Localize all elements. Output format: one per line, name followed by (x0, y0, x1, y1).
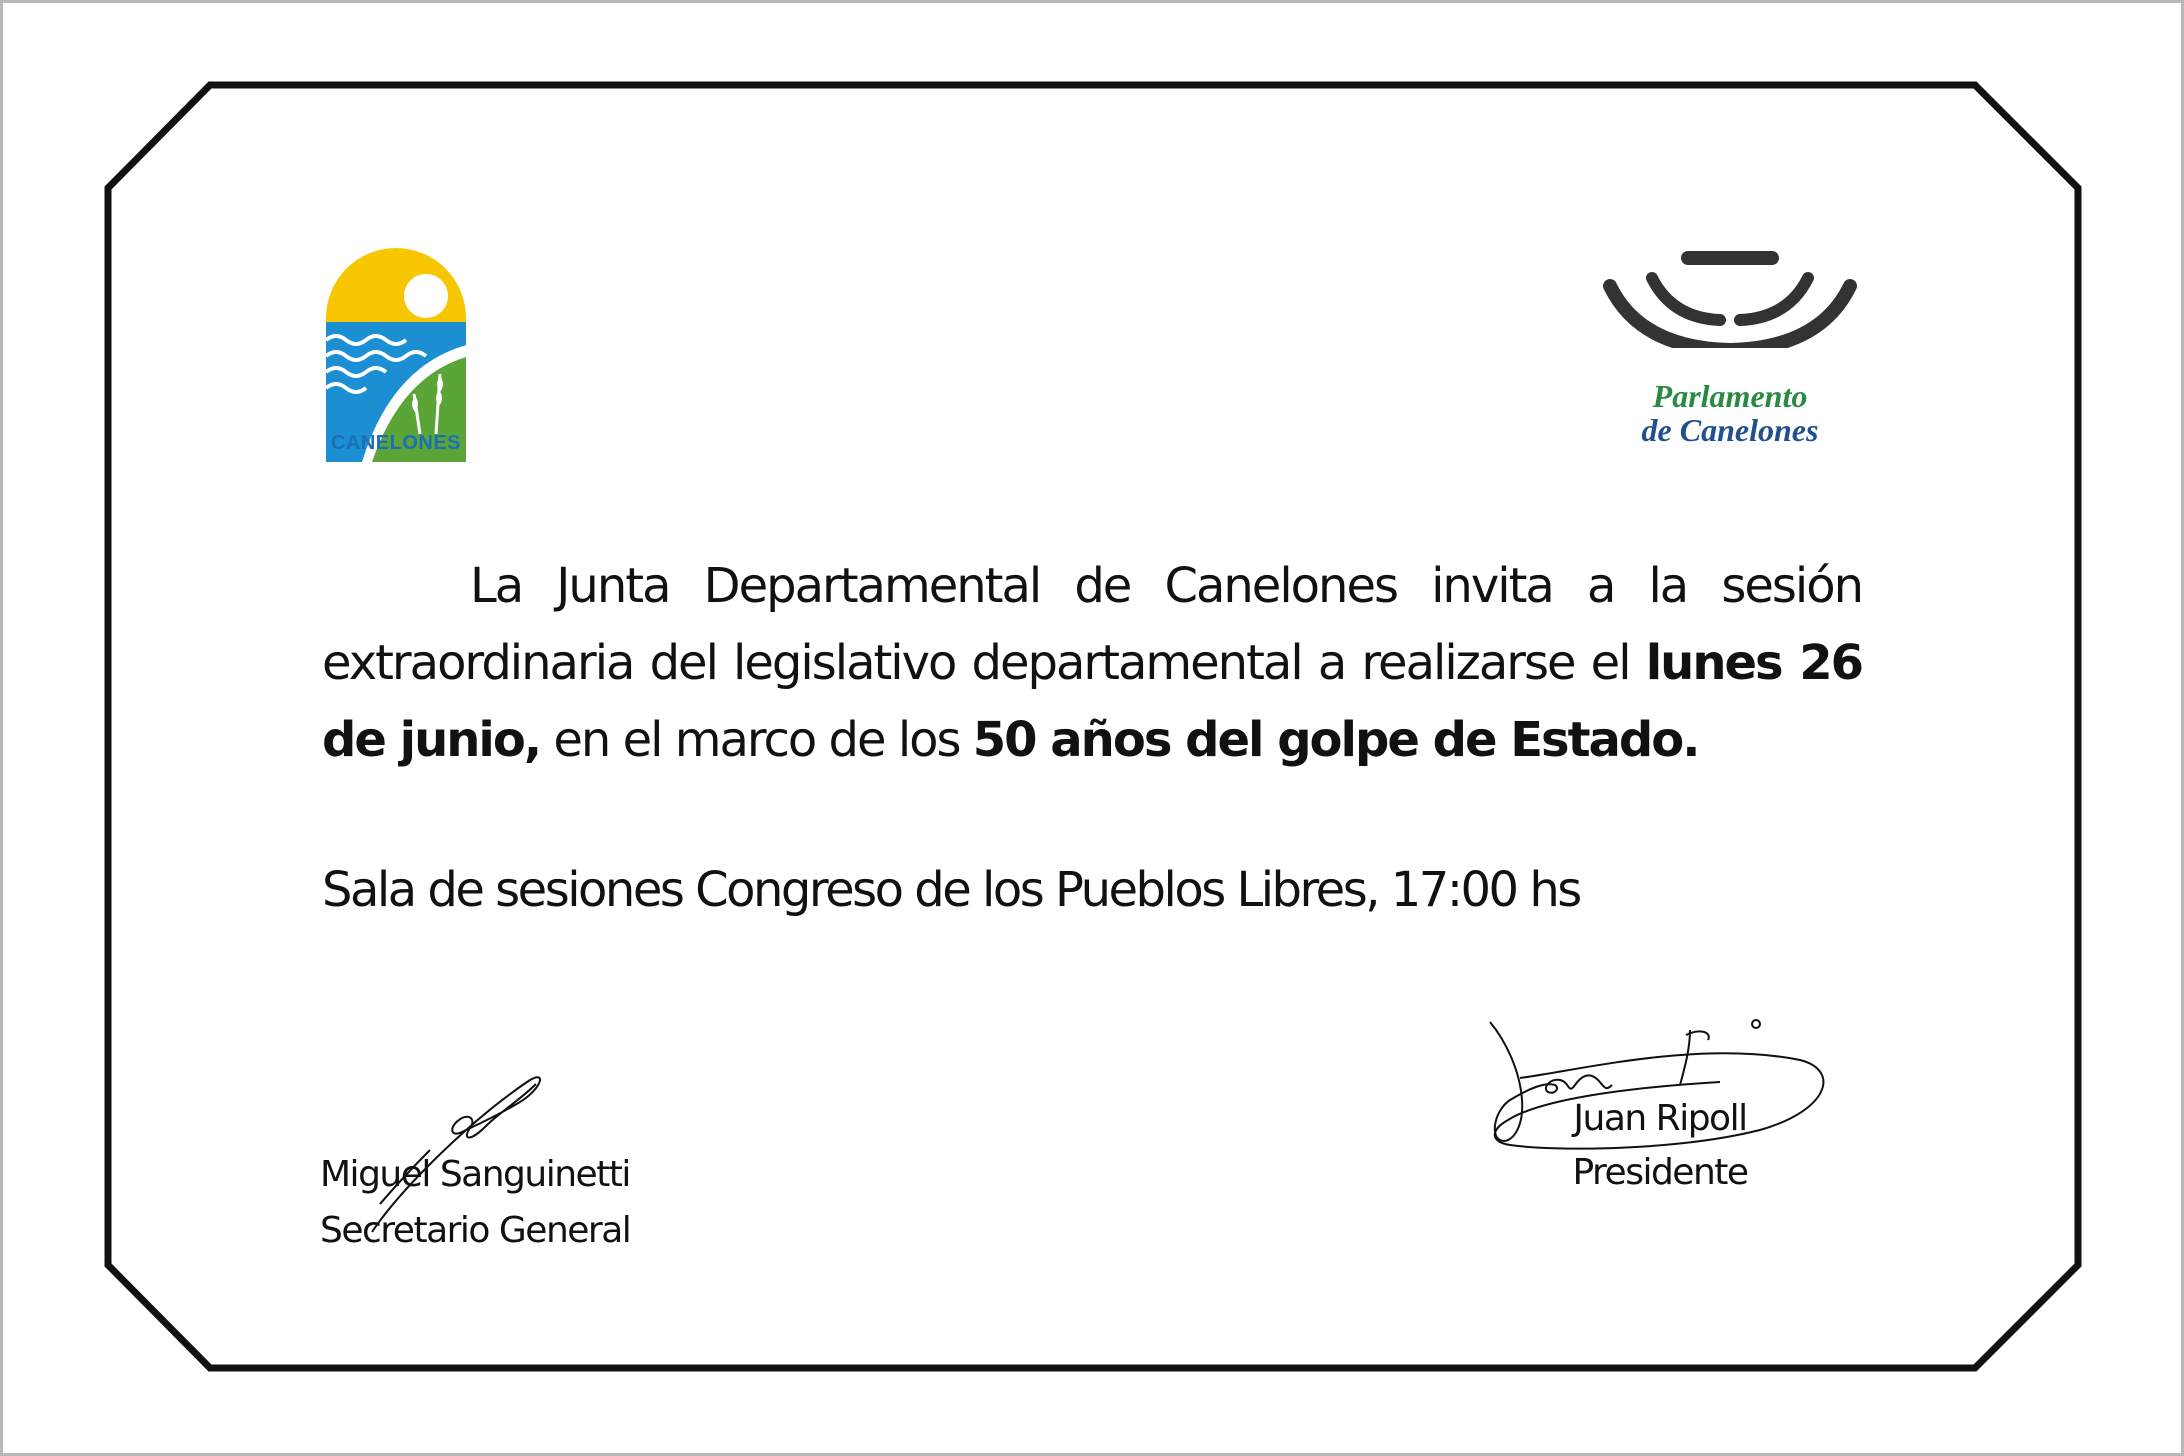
venue-time-line: Sala de sesiones Congreso de los Pueblos Libres, 17:00 hs (322, 862, 1580, 918)
signatory-left-role: Secretario General (320, 1210, 631, 1251)
parlamento-logo-line2: de Canelones (1641, 412, 1819, 448)
canelones-logo-label: CANELONES (330, 432, 462, 454)
signatory-right-name: Juan Ripoll (1573, 1098, 1747, 1139)
invitation-mid: en el marco de los (540, 712, 973, 768)
invitation-event: 50 años del golpe de Estado. (972, 712, 1699, 768)
signatory-left-name: Miguel Sanguinetti (320, 1154, 630, 1195)
signatory-right-role: Presidente (1572, 1152, 1748, 1193)
invitation-lead: La Junta Departamental de Canelones invita a la sesión extraordinaria del legislativo departamental a realizarse el (322, 558, 1862, 691)
parlamento-logo-line1: Parlamento (1652, 378, 1808, 414)
invitation-date: lunes 26 de junio, (322, 635, 1862, 768)
